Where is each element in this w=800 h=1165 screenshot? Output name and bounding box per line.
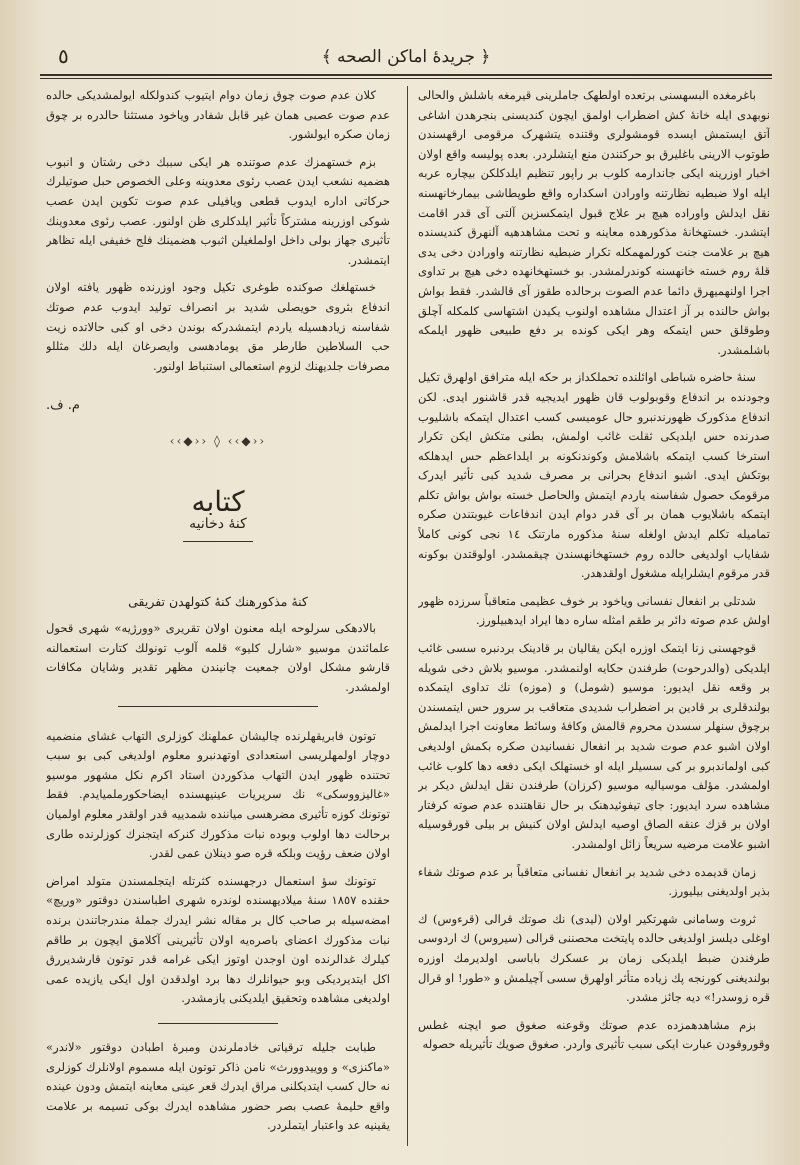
- paragraph: بزم مشاهدهمزده عدم صوتك وقوعنه صغوق صو ایچنه غطس وقوروقودن عبارت ایکی سبب تأثیری واردر. صغوق صویك تأثیریله حصوله: [418, 1017, 770, 1052]
- paragraph: طبابت جلیله ترقیاتی خادملرندن ومبرهٔ اطبادن دوقتور «لاندر» «ماکنزی» و ووییدوورث» نامن ذاکر توتون ایله مسموم اولانلرك کوزلری نه حال کسب ایتدیکلنی مراق ایدرك قعر عینی معاینه ایتمش ودون عینده واقع حلیمهٔ عصب بصر حضور مشاهده ایدرك بوکی تسیمه بر علامت یقینیه عد واعتبار ایتملردر.: [46, 1039, 390, 1133]
- paragraph: زمان قدیمده دخی شدید بر انفعال نفسانی متعاقباً بر عدم صوتك شفاء بذیر اولدیغنی بیلیورز.: [418, 864, 770, 899]
- paragraph: ثروت وسامانی شهرتکیر اولان (لیدی) نك صوتك قرالی (قرءوس) ك اوغلی دیلسز اولدیغی حالده پایتخت محصننی قرالی (سیروس) ك اردوسی طرفندن ضبط ایلدیکی زمان بر عسکرك باباسی اولدیرمك اوزره بولندیغنی کورنجه پك زیاده متأثر اولهرق سسی آچیلمش و «طور! او قرال قره زوسدر!» دیه جائز مشدر.: [418, 911, 770, 1005]
- paragraph: توتون فابریقهلرنده چالیشان عملهنك کوزلری التهاب غشای منضمیه دوچار اولمهلریسی استعدادی اوتهدنبرو معلوم اولدیغی کبی بو سبب تحتنده ظهور ایدن التهاب مذکوردن استاد اکرم نکل مشهور موسیو «غالیزووسکی» نك سریریات عینیهسنده ایضاحکورملمیایدم. فقط توتونك کوزه تأثیری مضرهسی میاننده شمدییه قدر اولقدر معلوم اولمیان برحالت دها اولوب وبوده نبات مذکورك کنرکه ایتجنرك کوزلرنده طاری اولان ضعف رؤیت وبلکه قره صو دینلان عمی لقدر.: [46, 728, 390, 861]
- header-rule: [40, 74, 772, 79]
- column-divider: [407, 86, 408, 1146]
- paragraph: خستهلغك صوکنده طوغری تکیل وجود اوزرنده ظهور یافته اولان اندفاع بثروی حویصلی شدید بر انصراف تولید ایدوب عدم صوتك شفاسنه زیادهسیله یاردم ایتمشدرکه بوندن دخی او کبی حالاتده زیت حب السلاطین طارطر مق یومادهسی وایصرغان ایله دلك مثللو مصرفات جلدیهنك لزوم استعمالی استنباط اولنور.: [46, 280, 390, 373]
- paragraph: کلان عدم صوت چوق زمان دوام ایتیوب کندولکله ایولمشدیکی حالده عدم صوت عصبی همان غیر قابل شفادر ویاخود مستثنا حالدره بر چوق زمان صکره ایولشور.: [46, 88, 390, 142]
- left-column: [46, 86, 390, 1146]
- paragraph: سنهٔ حاضره شباطی اوائلنده تحملکداز بر حکه ایله مترافق اولهرق تکیل وجودنده بر اندفاع وقوبولوب قان ظهور ایدیجیه قدر قاشنور ایدی. لکن اندفاع مذکورک ظهورندنبرو حال عومیسی کسب اعتدال ایتمکه باشلیوب صدرنده حس ایلدیکی ثقلت غائب اولمش، بطنی متکش ایکن تکرار استرخا کسب ایتمکه باشلامش وکوندنکونه بر ایلداعظم حس ایدهلکه بوتکش ایدی. اشبو اندفاع بحرانی بر مصرف شدید کبی تأثیر ایدرک مرقومک حصول شفاسنه یاردم ایتمش والحاصل خسته بواش بواش تکلم ایتمکه باشلایوب همان بر آی قدر دوام ایدن اندفاعات غیوبتندن صکره تمامیله تکلم ایدش اولغله سنهٔ مذکوره مارتنک ١٤ نجی کونی کاملاً شفایاب اولدیغی حالده روم خستهخانهسندن چیقمشدر. اولوقتدن بوکونه قدر مرقوم ایشلرایله مشغول اولقدهدر.: [418, 370, 770, 581]
- body-rule: [158, 1023, 278, 1024]
- right-column: [418, 86, 770, 1146]
- paragraph: باغرمغده البسهسنی برتعده اولطهک جاملرینی قیرمغه باشلش والحالی نوبهدی ایله خانهٔ کش اضطراب اولمق ایچون کندیسنی بنجرهدن اشاغی آتق ایستمش ایسده قومشولری وقتنده یتشهرک مرقومی ارقهسندن طوتوب الارینی باغلیرق بو حرکتندن منع ایتشلردر. بعده پولیسه واقع اولان اخبار اوزرینه ایکی جاندارمه کلوب بر راپور تنظیم ایلدکلکن بیچاره عربه ایله اولا ضبطیه نظارتنه واورادن اسکداره واقع طوپطاشی بیمارخانهسنه نقل ایدلش واوراده هیچ بر علاج قبول ایتمکسزین آلتی آی قدر اقامت ایتشدر. خستهخانهٔ مذکورهده معاینه و تحت مشاهدهیه آلنهرق کندیسنده هیچ بر علامت جنت کورلمهمکله تکرار ضبطیه نظارتنه واورادن دخی یدی قلهٔ روم خسته خانهسنه کوندرلمشدر. بو خستهخانهده دخی هیچ بر تداوی اجرا اولنهمیهرق دائما عدم الصوت برحالده طقوز آی قالشدر. فقط بواش بواش حالنده بر آز اعتدال مشاهده اولنوب یکیدن اشتهاسی کلمکله آچلق وطوقلق حس ایتمکه وهر ایکی کونده بر دفع طبیعی ظهور ایلمکه باشلمشدر.: [418, 88, 770, 357]
- page-number: ٥: [58, 44, 69, 68]
- title-rule: [183, 541, 253, 542]
- paragraph: بزم خستهمزك عدم صوتنده هر ایکی سببك دخی رشتان و انبوب هضمیه نشعب ایدن عصب رئوی معدوینه وعلی الخصوص حبل صوتیلرك حرکاتی اداره ایدوب قطعی ویافیلی عدم صوت تکوین ایدن عصب شوکی اوزرینه مشترکاً تأثیر ایلدکلری ظن اولنور. عصب رئوی معدوینك تأثیری جهاز بولی داخل اولملغیلن اثبوب هضمینك فلج خفیفی ایله تظاهر ایتمشدر.: [46, 154, 390, 267]
- section-title: کتابه: [191, 484, 245, 518]
- section-subtitle: کنهٔ دخانیه: [189, 516, 247, 533]
- ornament-divider: ‹‹◆›› ◊ ‹‹◆››: [169, 433, 267, 448]
- article-title: کنهٔ مذکورهنك کنهٔ کتولهدن تفریقی: [128, 593, 308, 609]
- paragraph: شدتلی بر انفعال نفسانی ویاخود بر خوف عظیمی متعاقباً سرزده ظهور اولش عدم صوته دائر بر طقم امثله ساره دها ایراد ایدهبیلورز.: [418, 593, 770, 628]
- journal-title: ﴿ جریدهٔ اماکن الصحه ﴾: [321, 47, 491, 67]
- intro-rule: [118, 706, 318, 707]
- page-header: [40, 40, 772, 76]
- article-intro: بالادهکی سرلوحه ایله معنون اولان تقریری «وورژیه» شهری قحول علمائندن موسیو «شارل کلیو» قلمه آلوب تونولك کتارت استعمالنه قارشو مشکل اولان جمعیت چانیندن مظهر تقدیر وشایان مکافات اولمشدر.: [46, 621, 390, 695]
- paragraph: توتونك سؤ استعمال درجهسنده کثرتله ایتجلمسندن متولد امراض حقنده ١٨٥٧ سنهٔ میلادیهسنده لوندره شهری اطباسندن دوقتور «وریچ» امضه‌سیله بر صاحب کال بر مقاله نشر ایدرك جملهٔ مندرجاتندن برنده نبات مذکورك اعضای باصره‌یه اولان تأثیرینی آکلامق ایچون بر طاقم کیلرك غدالرنده اون اوجدن اوتوز ایکی غرامه قدر توتون قارشدیررق اکل ایتدیردیکی وبو حیوانلرك دها برد اولدقدن اول ایکی یازیده عمی اولدیغی مشاهده وتحقیق ایلدیکنی یازمشدر.: [46, 873, 390, 1006]
- paragraph: قوجهسنی زنا ایتمک اوزره ایکن یقالیان بر قادینک بردنبره سسی غائب ایلدیکی (والدرحوت) طرفندن حکایه اولنمشدر. موسیو بلاش دخی شویله بر وقعه نقل ایدیور: موسیو (شومل) و (موزه) نك تداوی ایتمکده بولندقلری بر قادین بر اضطراب شدیدی متعاقب بر سرور حس ایتمسندن برچوق سنهلر سسدن محروم قالمش وکافهٔ وسائط معاونت اجرا ایدلمش اولان اشبو عدم صوت شدید بر انفعال نفسانیدن صکره بکمش اولدیغی کبی اولماندبرو بر کی سسیلر ایله او خستهلک ایکی دفعه دها کلوب غائب اولمشدر. مؤلف موسیالیه موسیو (کرزان) طرفندن نقل ایدلش دیکر بر مشاهده سرد ایدیور: جای تیفوئیدهنک بر حال نقاهتنده عدم صوته کرفتار اولان بر قزك عنقه الصاق اوصیه ایدلش اولان کنیش بر بیلی قورقوسیله اشبو علامت مرضیه سریعاً زائل اولمشدر.: [418, 641, 770, 851]
- author-signature: م. ف.: [46, 398, 80, 414]
